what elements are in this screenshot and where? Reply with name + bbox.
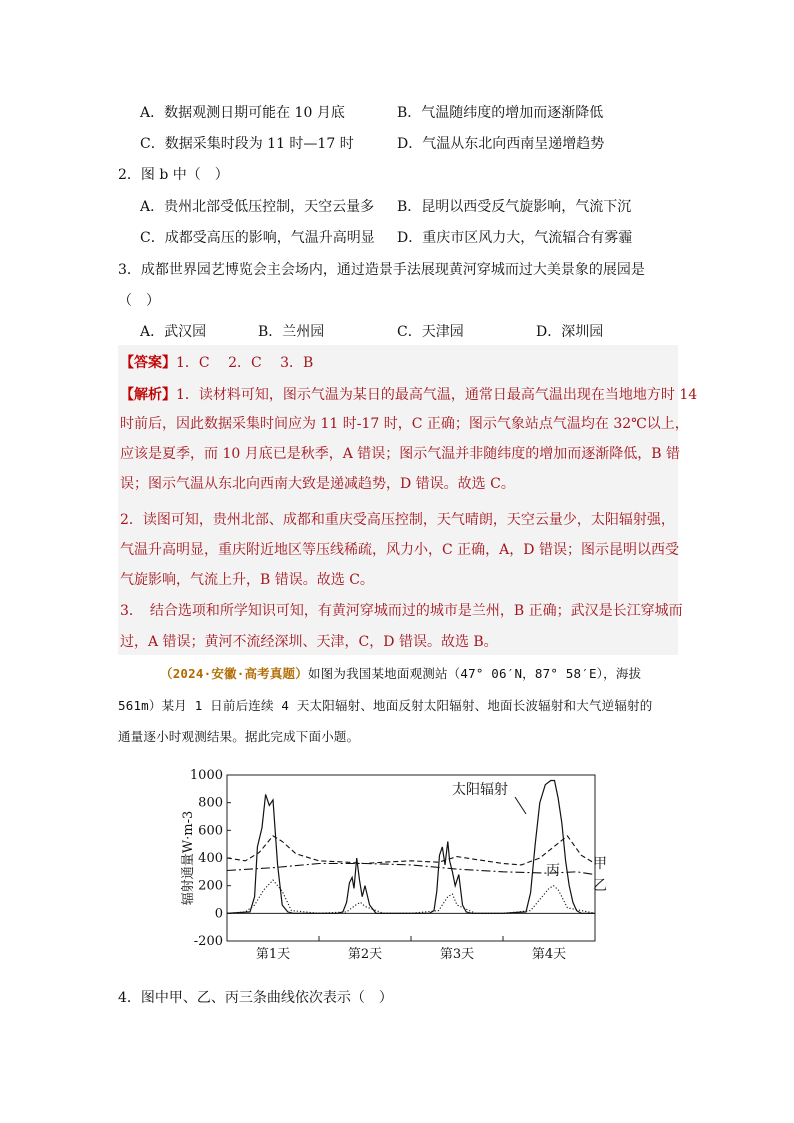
- q4-stem: 4．图中甲、乙、丙三条曲线依次表示（ ）: [118, 990, 393, 1006]
- y-tick-label: 800: [198, 795, 223, 811]
- series-yi: [227, 864, 595, 875]
- analysis-line-1: [120, 385, 697, 405]
- answer-line: [120, 353, 313, 373]
- q2-stem: 2．图 b 中（ ）: [118, 167, 229, 183]
- y-tick-label: 200: [198, 878, 223, 894]
- analysis-label: 【解析】: [120, 387, 176, 403]
- q3-option-d: D．深圳园: [536, 324, 604, 340]
- q1-option-d: D．气温从东北向西南呈递增趋势: [397, 136, 605, 152]
- label-bing: 丙: [546, 863, 560, 879]
- analysis-line-9: 过，A 错误；黄河不流经深圳、天津，C，D 错误。故选 B。: [120, 634, 498, 650]
- q1-option-b: B．气温随纬度的增加而逐渐降低: [397, 105, 604, 121]
- y-tick-label: 0: [214, 906, 223, 922]
- answer-text: 1．C 2．C 3．B: [176, 355, 314, 371]
- y-tick-label: 1000: [189, 768, 223, 783]
- label-solar-radiation: 太阳辐射: [452, 782, 508, 798]
- analysis-line-2: 时前后，因此数据采集时间应为 11 时-17 时，C 正确；图示气象站点气温均在 32℃以上，: [120, 416, 689, 432]
- x-tick-label: 第1天: [255, 947, 291, 962]
- radiation-flux-chart: [180, 760, 620, 965]
- analysis-line-8: 3． 结合选项和所学知识可知，有黄河穿城而过的城市是兰州，B 正确；武汉是长江穿城而: [120, 603, 683, 619]
- analysis-line-7: 气旋影响，气流上升，B 错误。故选 C。: [120, 572, 374, 588]
- intro-line-2: 561m）某月 1 日前后连续 4 天太阳辐射、地面反射太阳辐射、地面长波辐射和大气逆辐射的: [118, 698, 653, 713]
- q1-option-a: A．数据观测日期可能在 10 月底: [140, 105, 345, 121]
- q3-option-b: B．兰州园: [258, 324, 325, 340]
- series-solar-radiation: [227, 781, 595, 914]
- y-tick-label: 400: [198, 851, 223, 866]
- intro-text-1: 如图为我国某地面观测站（47° 06′N，87° 58′E），海拔: [307, 666, 642, 681]
- intro-line-1: [160, 665, 641, 683]
- q3-stem: 3．成都世界园艺博览会主会场内，通过造景手法展现黄河穿城而过大美景象的展园是: [118, 262, 645, 278]
- q3-option-a: A．武汉园: [140, 324, 207, 340]
- analysis-line-4: 误；图示气温从东北向西南大致是递减趋势，D 错误。故选 C。: [120, 476, 515, 492]
- analysis-line-6: 气温升高明显，重庆附近地区等压线稀疏，风力小，C 正确，A，D 错误；图示昆明以西受: [120, 542, 679, 558]
- label-jia: 甲: [593, 856, 607, 872]
- q3-paren: （ ）: [118, 293, 160, 309]
- analysis-line-3: 应该是夏季，而 10 月底已是秋季，A 错误；图示气温并非随纬度的增加而逐渐降低，B 错: [120, 446, 681, 462]
- y-tick-label: 600: [198, 823, 223, 839]
- x-tick-label: 第4天: [531, 947, 567, 962]
- q2-option-b: B．昆明以西受反气旋影响，气流下沉: [397, 199, 632, 215]
- x-tick-label: 第3天: [439, 947, 475, 962]
- series-bing: [227, 880, 595, 913]
- q1-option-c: C．数据采集时段为 11 时—17 时: [140, 136, 354, 152]
- x-tick-label: 第2天: [347, 947, 383, 962]
- answer-label: 【答案】: [120, 355, 176, 371]
- analysis-text-1: 1．读材料可知，图示气温为某日的最高气温，通常日最高气温出现在当地地方时 14: [176, 387, 698, 403]
- q3-option-c: C．天津园: [397, 324, 464, 340]
- label-solar-pointer: [515, 797, 526, 814]
- y-axis-label: 辐射通量W·m-3: [181, 810, 196, 906]
- analysis-line-5: 2．读图可知，贵州北部、成都和重庆受高压控制，天气晴朗，天空云量少，太阳辐射强，: [120, 512, 675, 528]
- label-yi: 乙: [593, 878, 607, 894]
- q2-option-a: A．贵州北部受低压控制，天空云量多: [140, 199, 375, 215]
- series-jia: [227, 836, 595, 865]
- y-tick-label: -200: [193, 934, 223, 949]
- intro-line-3: 通量逐小时观测结果。据此完成下面小题。: [118, 729, 360, 744]
- source-tag: （2024·安徽·高考真题）: [160, 666, 308, 681]
- plot-frame: [227, 775, 595, 941]
- q2-option-c: C．成都受高压的影响，气温升高明显: [140, 230, 375, 246]
- q2-option-d: D．重庆市区风力大，气流辐合有雾霾: [397, 230, 633, 246]
